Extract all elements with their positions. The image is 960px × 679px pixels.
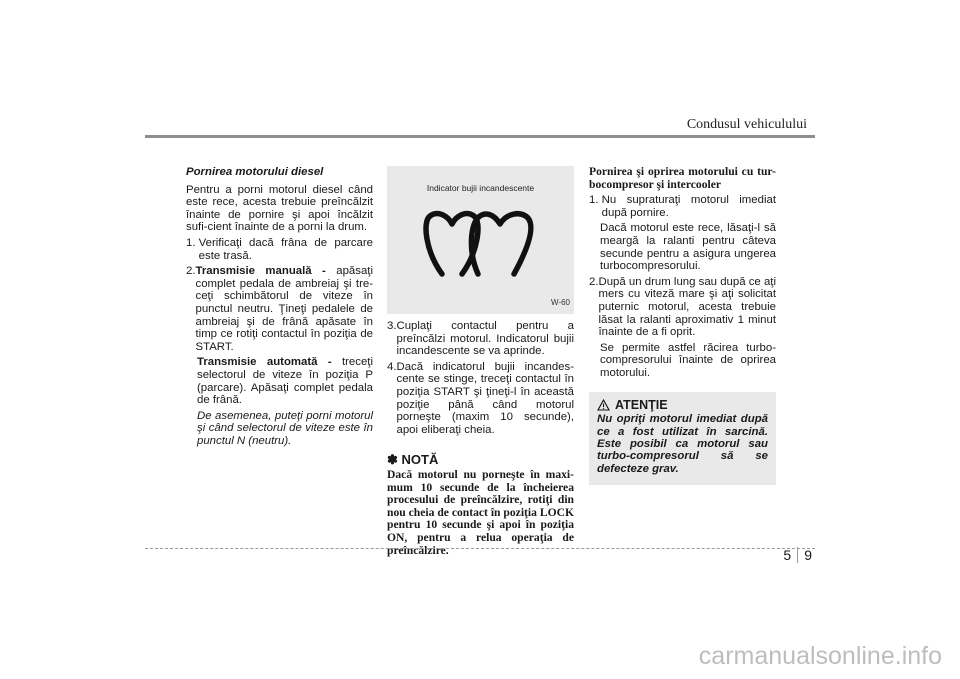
caution-header	[597, 399, 768, 412]
column-middle	[387, 166, 574, 557]
neutral-note: De asemenea, puteţi porni motorul şi când selectorul de viteze este în punctul N (neutru).	[197, 409, 373, 447]
step-text: Dacă indicatorul bujii incandes-cente se stinge, treceţi contactul în poziţia START şi ţineţi-l în această poziţie până când motorul porneşte (maxim 10 secunde), apoi eliberaţi cheia.	[396, 360, 574, 436]
header-title: Condusul vehiculului	[686, 117, 807, 132]
section-title-diesel: Pornirea motorului diesel	[186, 166, 324, 178]
caution-title: ATENŢIE	[615, 397, 668, 412]
page-number-value: 9	[804, 547, 812, 563]
automatic-transmission-text: treceţi selectorul de viteze în poziţia P (parcare). Apăsaţi complet pedala de frână.	[197, 356, 373, 407]
manual-transmission-label: Transmisie manuală -	[195, 265, 337, 278]
column-left	[186, 166, 373, 447]
step-3	[387, 320, 574, 358]
header-rule	[145, 135, 815, 138]
step-4	[387, 361, 574, 437]
step-text: După un drum lung sau după ce aţi mers cu viteză mare şi aţi solicitat puternic motorul, acesta trebuie lăsat la ralanti aproximativ 1 minut înainte de a fi oprit.	[598, 275, 776, 339]
note-title: ✽ NOTĂ	[387, 452, 439, 468]
turbo-step-1	[589, 194, 776, 219]
turbo-step-1-detail: Dacă motorul este rece, lăsaţi-l să meargă la ralanti pentru câteva secunde pentru a asigura ungerea turbocompresorului.	[600, 222, 776, 273]
figure-code: W-60	[551, 298, 570, 308]
step-number: 2.	[589, 275, 599, 288]
turbo-step-2-detail: Se permite astfel răcirea turbo-compresorului înainte de oprirea motorului.	[600, 341, 776, 379]
step-number: 1.	[589, 194, 602, 207]
step-text: Nu supraturaţi motorul imediat după pornire.	[601, 194, 776, 219]
step-number: 2.	[186, 265, 196, 278]
manual-transmission-text: apăsaţi complet pedala de ambreiaj şi tre-ceţi schimbătorul de viteze în punctul neutru. Ţineţi pedalele de ambreiaj şi de frână apăsate în timp ce rotiţi contactul în poziţia de START.	[195, 265, 373, 353]
step-number: 1.	[186, 236, 199, 249]
step-2	[186, 265, 373, 353]
section-title-turbo: Pornirea şi oprirea motorului cu tur-bocompresor şi intercooler	[589, 165, 776, 191]
footer-rule	[145, 548, 815, 549]
note-body: Dacă motorul nu porneşte în maxi-mum 10 secunde de la încheierea procesului de preîncălzire, rotiţi din nou cheia de contact în poziţia LOCK pentru 10 secunde şi apoi în poziţia ON, pentru a relua operaţia de preîncălzire.	[387, 467, 574, 557]
page-number	[783, 547, 812, 563]
watermark: carmanualsonline.info	[698, 642, 942, 670]
step-text: Verificaţi dacă frâna de parcare este trasă.	[198, 236, 373, 262]
glow-plug-indicator-icon	[422, 202, 538, 284]
turbo-step-2	[589, 276, 776, 339]
page-number-separator	[797, 547, 798, 563]
chapter-number: 5	[783, 547, 792, 563]
step-text: Cuplaţi contactul pentru a preîncălzi motorul. Indicatorul bujii incandescente se va aprinde.	[396, 320, 574, 358]
step-1	[186, 237, 373, 262]
warning-triangle-icon	[597, 399, 610, 411]
step-number: 4.	[387, 360, 397, 373]
automatic-transmission-label: Transmisie automată -	[197, 356, 342, 369]
intro-paragraph: Pentru a porni motorul diesel când este rece, acesta trebuie preîncălzit înainte de pornire şi apoi încălzit sufi-cient înainte de a porni la drum.	[186, 183, 373, 234]
glow-plug-figure	[387, 166, 574, 314]
figure-caption: Indicator bujii incandescente	[426, 183, 535, 193]
step-text	[196, 265, 374, 353]
step-number: 3.	[387, 320, 397, 332]
column-right	[589, 166, 776, 485]
caution-box	[589, 392, 776, 486]
automatic-transmission-paragraph	[186, 356, 373, 406]
caution-body: Nu opriţi motorul imediat după ce a fost utilizat în sarcină. Este posibil ca motorul sau turbo-compresorul să se defecteze grav.	[597, 413, 768, 475]
